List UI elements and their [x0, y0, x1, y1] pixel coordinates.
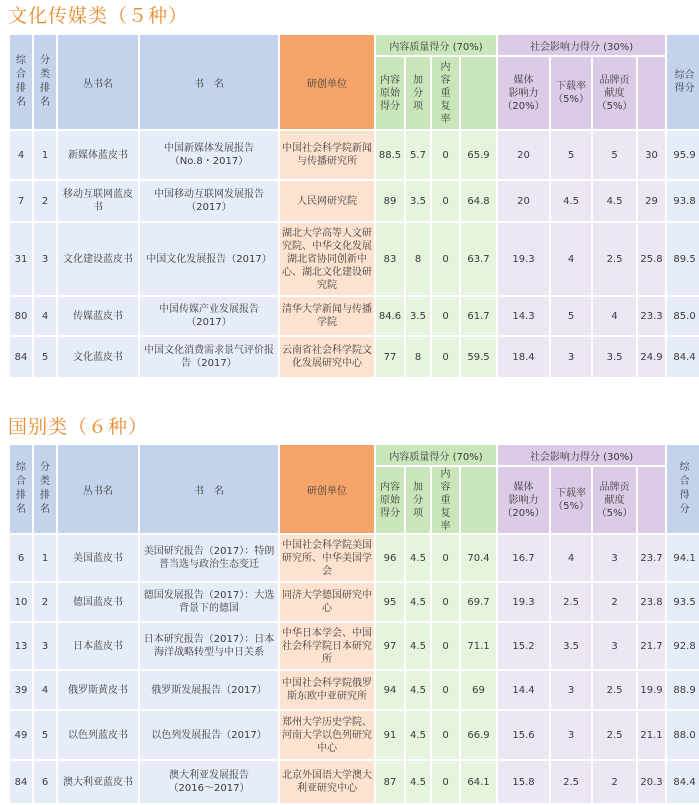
book-title-cell: 中国文化消费需求景气评价报 告（2017）: [140, 337, 278, 377]
overall-rank-cell: 31: [10, 223, 32, 295]
series-name-cell: 美国蓝皮书: [58, 535, 138, 581]
series-name-cell: 以色列蓝皮书: [58, 711, 138, 759]
citation-cell: 4.5: [593, 181, 636, 221]
header-book: 书 名: [140, 445, 278, 533]
citation-cell: 2: [593, 761, 636, 803]
header-download-rate: 下载率 （5%）: [551, 467, 591, 533]
header-citation: 品牌贡 献度 （5%）: [593, 57, 636, 129]
bonus-cell: 4.5: [406, 623, 430, 669]
header-media-impact: 媒体 影响力 （20%）: [498, 467, 549, 533]
header-citation: 品牌贡 献度 （5%）: [593, 467, 636, 533]
total-score-cell: 95.9: [667, 131, 699, 179]
content-score-cell: 70.4: [461, 535, 496, 581]
table-culture: [8, 33, 699, 379]
repeat-rate-cell: 0: [432, 711, 459, 759]
series-name-cell: 移动互联网蓝皮 书: [58, 181, 138, 221]
citation-cell: 4: [593, 297, 636, 335]
citation-cell: 3: [593, 623, 636, 669]
header-total: 综 合 得 分: [667, 445, 699, 533]
institution-cell: 郑州大学历史学院、 河南大学以色列研究 中心: [280, 711, 374, 759]
category-rank-cell: 2: [34, 583, 56, 621]
original-score-cell: 77: [376, 337, 404, 377]
original-score-cell: 95: [376, 583, 404, 621]
bonus-cell: 8: [406, 337, 430, 377]
header-series: 丛书名: [58, 445, 138, 533]
book-title-cell: 澳大利亚发展报告 （2016～2017）: [140, 761, 278, 803]
table-row: [10, 131, 699, 179]
institution-cell: 人民网研究院: [280, 181, 374, 221]
total-score-cell: 88.9: [667, 671, 699, 709]
content-score-cell: 66.9: [461, 711, 496, 759]
repeat-rate-cell: 0: [432, 623, 459, 669]
table-row: [10, 535, 699, 581]
overall-rank-cell: 80: [10, 297, 32, 335]
social-score-cell: 25.8: [638, 223, 665, 295]
series-name-cell: 德国蓝皮书: [58, 583, 138, 621]
series-name-cell: 传媒蓝皮书: [58, 297, 138, 335]
header-content-quality: 内容质量得分 (70%): [376, 35, 496, 55]
download-rate-cell: 2.5: [551, 761, 591, 803]
header-bonus: 加 分 项: [406, 467, 430, 533]
citation-cell: 3: [593, 535, 636, 581]
total-score-cell: 93.8: [667, 181, 699, 221]
total-score-cell: 93.5: [667, 583, 699, 621]
download-rate-cell: 3: [551, 711, 591, 759]
category-rank-cell: 3: [34, 623, 56, 669]
header-content-score: [461, 57, 496, 129]
category-rank-cell: 6: [34, 761, 56, 803]
institution-cell: 北京外国语大学澳大 利亚研究中心: [280, 761, 374, 803]
download-rate-cell: 4: [551, 535, 591, 581]
header-overall-rank: 综 合 排 名: [10, 35, 32, 129]
citation-cell: 2.5: [593, 711, 636, 759]
book-title-cell: 中国传媒产业发展报告（2017）: [140, 297, 278, 335]
original-score-cell: 91: [376, 711, 404, 759]
media-impact-cell: 15.6: [498, 711, 549, 759]
header-total: 综合 得分: [667, 35, 699, 129]
overall-rank-cell: 84: [10, 337, 32, 377]
repeat-rate-cell: 0: [432, 181, 459, 221]
category-rank-cell: 5: [34, 711, 56, 759]
bonus-cell: 5.7: [406, 131, 430, 179]
header-original-score: 内容 原始 得分: [376, 467, 404, 533]
bonus-cell: 4.5: [406, 761, 430, 803]
header-original-score: 内容 原始 得分: [376, 57, 404, 129]
content-score-cell: 65.9: [461, 131, 496, 179]
header-social-impact: 社会影响力得分 (30%): [498, 445, 665, 465]
category-rank-cell: 1: [34, 535, 56, 581]
download-rate-cell: 3: [551, 337, 591, 377]
social-score-cell: 24.9: [638, 337, 665, 377]
original-score-cell: 83: [376, 223, 404, 295]
header-repeat-rate: 内 容 重 复 率: [432, 57, 459, 129]
institution-cell: 中国社会科学院俄罗 斯东欧中亚研究所: [280, 671, 374, 709]
section-title-country: 国别类（６种）: [8, 416, 149, 438]
media-impact-cell: 20: [498, 131, 549, 179]
category-rank-cell: 2: [34, 181, 56, 221]
original-score-cell: 89: [376, 181, 404, 221]
content-score-cell: 61.7: [461, 297, 496, 335]
bonus-cell: 3.5: [406, 181, 430, 221]
repeat-rate-cell: 0: [432, 337, 459, 377]
content-score-cell: 69.7: [461, 583, 496, 621]
header-media-impact: 媒体 影响力 （20%）: [498, 57, 549, 129]
original-score-cell: 96: [376, 535, 404, 581]
repeat-rate-cell: 0: [432, 583, 459, 621]
media-impact-cell: 14.4: [498, 671, 549, 709]
category-rank-cell: 4: [34, 671, 56, 709]
content-score-cell: 69: [461, 671, 496, 709]
table-row: [10, 297, 699, 335]
overall-rank-cell: 49: [10, 711, 32, 759]
citation-cell: 2: [593, 583, 636, 621]
social-score-cell: 23.8: [638, 583, 665, 621]
original-score-cell: 87: [376, 761, 404, 803]
bonus-cell: 3.5: [406, 297, 430, 335]
series-name-cell: 俄罗斯黄皮书: [58, 671, 138, 709]
table-body-country: [10, 535, 699, 803]
media-impact-cell: 16.7: [498, 535, 549, 581]
total-score-cell: 94.1: [667, 535, 699, 581]
total-score-cell: 89.5: [667, 223, 699, 295]
download-rate-cell: 3.5: [551, 623, 591, 669]
overall-rank-cell: 84: [10, 761, 32, 803]
category-rank-cell: 1: [34, 131, 56, 179]
download-rate-cell: 4: [551, 223, 591, 295]
book-title-cell: 日本研究报告（2017）：日本 海洋战略转型与中日关系: [140, 623, 278, 669]
content-score-cell: 64.1: [461, 761, 496, 803]
institution-cell: 中国社会科学院美国 研究所、中华美国学 会: [280, 535, 374, 581]
social-score-cell: 30: [638, 131, 665, 179]
header-bonus: 加 分 项: [406, 57, 430, 129]
overall-rank-cell: 13: [10, 623, 32, 669]
original-score-cell: 94: [376, 671, 404, 709]
table-country: [8, 443, 699, 805]
institution-cell: 同济大学德国研究中 心: [280, 583, 374, 621]
table-row: [10, 711, 699, 759]
header-repeat-rate: 内 容 重 复 率: [432, 467, 459, 533]
content-score-cell: 63.7: [461, 223, 496, 295]
social-score-cell: 21.1: [638, 711, 665, 759]
header-social-score: [638, 467, 665, 533]
book-title-cell: 中国移动互联网发展报告 （2017）: [140, 181, 278, 221]
content-score-cell: 71.1: [461, 623, 496, 669]
header-download-rate: 下载率 （5%）: [551, 57, 591, 129]
overall-rank-cell: 6: [10, 535, 32, 581]
header-content-quality: 内容质量得分 (70%): [376, 445, 496, 465]
download-rate-cell: 4.5: [551, 181, 591, 221]
bonus-cell: 4.5: [406, 711, 430, 759]
bonus-cell: 4.5: [406, 535, 430, 581]
series-name-cell: 日本蓝皮书: [58, 623, 138, 669]
download-rate-cell: 2.5: [551, 583, 591, 621]
citation-cell: 2.5: [593, 671, 636, 709]
social-score-cell: 19.9: [638, 671, 665, 709]
category-rank-cell: 3: [34, 223, 56, 295]
original-score-cell: 84.6: [376, 297, 404, 335]
table-row: [10, 583, 699, 621]
table-row: [10, 671, 699, 709]
header-series: 丛书名: [58, 35, 138, 129]
total-score-cell: 84.4: [667, 761, 699, 803]
category-rank-cell: 4: [34, 297, 56, 335]
social-score-cell: 20.3: [638, 761, 665, 803]
series-name-cell: 文化建设蓝皮书: [58, 223, 138, 295]
table-row: [10, 223, 699, 295]
overall-rank-cell: 7: [10, 181, 32, 221]
media-impact-cell: 19.3: [498, 223, 549, 295]
social-score-cell: 29: [638, 181, 665, 221]
bonus-cell: 8: [406, 223, 430, 295]
book-title-cell: 俄罗斯发展报告（2017）: [140, 671, 278, 709]
repeat-rate-cell: 0: [432, 223, 459, 295]
series-name-cell: 文化蓝皮书: [58, 337, 138, 377]
table-row: [10, 181, 699, 221]
header-overall-rank: 综 合 排 名: [10, 445, 32, 533]
total-score-cell: 85.0: [667, 297, 699, 335]
table-row: [10, 623, 699, 669]
social-score-cell: 23.3: [638, 297, 665, 335]
header-social-score: [638, 57, 665, 129]
media-impact-cell: 15.8: [498, 761, 549, 803]
download-rate-cell: 3: [551, 671, 591, 709]
overall-rank-cell: 4: [10, 131, 32, 179]
book-title-cell: 中国文化发展报告（2017）: [140, 223, 278, 295]
repeat-rate-cell: 0: [432, 761, 459, 803]
header-category-rank: 分 类 排 名: [34, 445, 56, 533]
book-title-cell: 以色列发展报告（2017）: [140, 711, 278, 759]
series-name-cell: 新媒体蓝皮书: [58, 131, 138, 179]
repeat-rate-cell: 0: [432, 535, 459, 581]
category-rank-cell: 5: [34, 337, 56, 377]
bonus-cell: 4.5: [406, 583, 430, 621]
institution-cell: 中国社会科学院新闻 与传播研究所: [280, 131, 374, 179]
total-score-cell: 84.4: [667, 337, 699, 377]
book-title-cell: 德国发展报告（2017）：大选 背景下的德国: [140, 583, 278, 621]
book-title-cell: 中国新媒体发展报告 （No.8・2017）: [140, 131, 278, 179]
repeat-rate-cell: 0: [432, 671, 459, 709]
total-score-cell: 88.0: [667, 711, 699, 759]
section-title-culture: 文化传媒类（５种）: [8, 5, 189, 27]
header-content-score: [461, 467, 496, 533]
institution-cell: 中华日本学会、中国 社会科学院日本研究 所: [280, 623, 374, 669]
overall-rank-cell: 10: [10, 583, 32, 621]
institution-cell: 清华大学新闻与传播 学院: [280, 297, 374, 335]
header-institution: 研创单位: [280, 445, 374, 533]
total-score-cell: 92.8: [667, 623, 699, 669]
download-rate-cell: 5: [551, 297, 591, 335]
social-score-cell: 21.7: [638, 623, 665, 669]
header-institution: 研创单位: [280, 35, 374, 129]
media-impact-cell: 19.3: [498, 583, 549, 621]
original-score-cell: 88.5: [376, 131, 404, 179]
media-impact-cell: 14.3: [498, 297, 549, 335]
repeat-rate-cell: 0: [432, 131, 459, 179]
content-score-cell: 59.5: [461, 337, 496, 377]
header-category-rank: 分 类 排 名: [34, 35, 56, 129]
table-body-culture: [10, 131, 699, 377]
social-score-cell: 23.7: [638, 535, 665, 581]
citation-cell: 2.5: [593, 223, 636, 295]
content-score-cell: 64.8: [461, 181, 496, 221]
institution-cell: 云南省社会科学院文 化发展研究中心: [280, 337, 374, 377]
header-book: 书 名: [140, 35, 278, 129]
bonus-cell: 4.5: [406, 671, 430, 709]
institution-cell: 湖北大学高等人文研 究院、中华文化发展 湖北省协同创新中 心、湖北文化建设研 究院: [280, 223, 374, 295]
repeat-rate-cell: 0: [432, 297, 459, 335]
citation-cell: 3.5: [593, 337, 636, 377]
media-impact-cell: 15.2: [498, 623, 549, 669]
header-social-impact: 社会影响力得分 (30%): [498, 35, 665, 55]
overall-rank-cell: 39: [10, 671, 32, 709]
download-rate-cell: 5: [551, 131, 591, 179]
series-name-cell: 澳大利亚蓝皮书: [58, 761, 138, 803]
book-title-cell: 美国研究报告（2017）：特朗 普当选与政治生态变迁: [140, 535, 278, 581]
table-row: [10, 761, 699, 803]
original-score-cell: 97: [376, 623, 404, 669]
citation-cell: 5: [593, 131, 636, 179]
table-row: [10, 337, 699, 377]
media-impact-cell: 18.4: [498, 337, 549, 377]
media-impact-cell: 20: [498, 181, 549, 221]
